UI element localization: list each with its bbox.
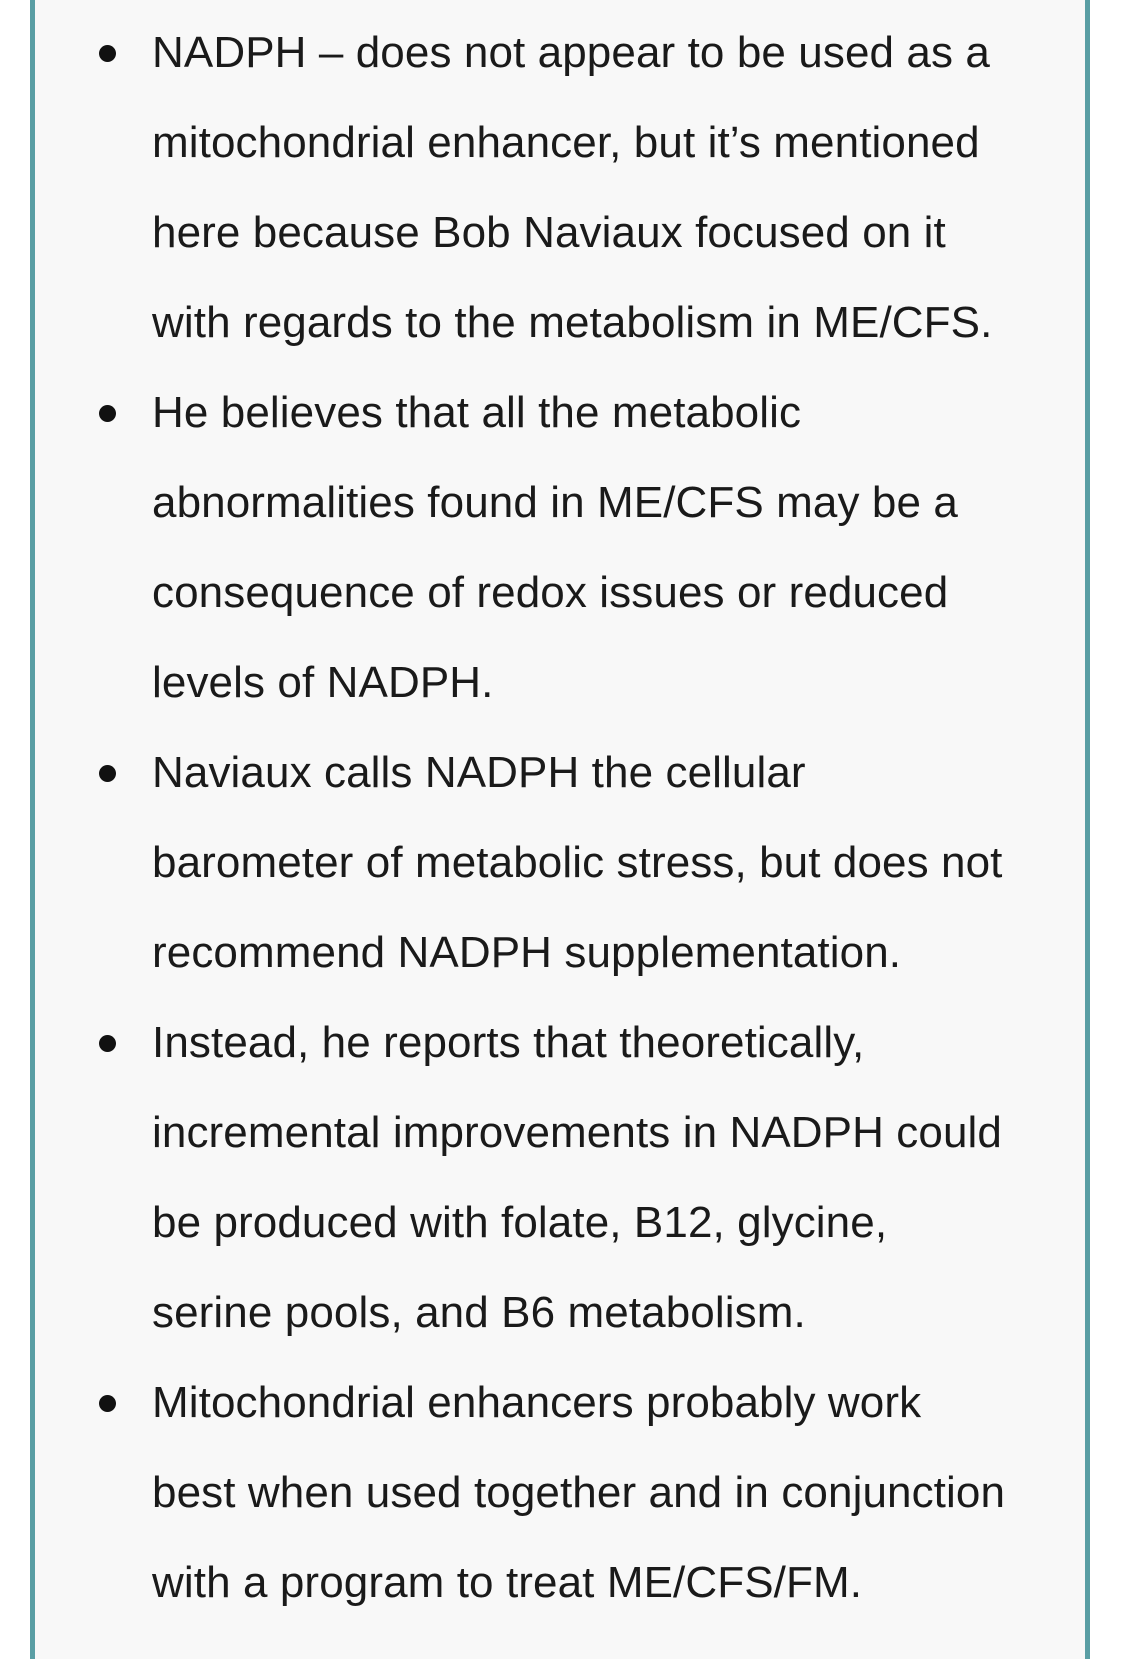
- content-panel: [30, 0, 1090, 1659]
- line: incremental improvements in NADPH could: [152, 1108, 1002, 1157]
- line: Mitochondrial enhancers probably work: [152, 1378, 922, 1427]
- line: Instead, he reports that theoretically,: [152, 1018, 865, 1067]
- line: mitochondrial enhancer, but it’s mentioned: [152, 118, 980, 167]
- bullet-icon: [99, 1395, 116, 1412]
- list-item-metabolic-abnormalities: [152, 368, 1112, 728]
- line: abnormalities found in ME/CFS may be a: [152, 478, 958, 527]
- list-item-nadph-barometer: [152, 728, 1112, 998]
- bullet-list: [152, 8, 1112, 1628]
- bullet-icon: [99, 1035, 116, 1052]
- line: serine pools, and B6 metabolism.: [152, 1288, 806, 1337]
- line: Naviaux calls NADPH the cellular: [152, 748, 806, 797]
- line: be produced with folate, B12, glycine,: [152, 1198, 888, 1247]
- line: levels of NADPH.: [152, 658, 494, 707]
- bullet-icon: [99, 405, 116, 422]
- list-item-nadph-improvements: [152, 998, 1112, 1358]
- line: here because Bob Naviaux focused on it: [152, 208, 946, 257]
- line: barometer of metabolic stress, but does not: [152, 838, 1003, 887]
- bullet-icon: [99, 765, 116, 782]
- line: with regards to the metabolism in ME/CFS.: [152, 298, 993, 347]
- cutoff-text-line: [152, 0, 443, 2]
- line: recommend NADPH supplementation.: [152, 928, 902, 977]
- bullet-icon: [99, 45, 116, 62]
- line: He believes that all the metabolic: [152, 388, 802, 437]
- line: NADPH – does not appear to be used as a: [152, 28, 990, 77]
- line: with a program to treat ME/CFS/FM.: [152, 1558, 863, 1607]
- line: best when used together and in conjunction: [152, 1468, 1006, 1517]
- list-item-nadph-usage: [152, 8, 1112, 368]
- line: consequence of redox issues or reduced: [152, 568, 949, 617]
- list-item-enhancers-together: [152, 1358, 1112, 1628]
